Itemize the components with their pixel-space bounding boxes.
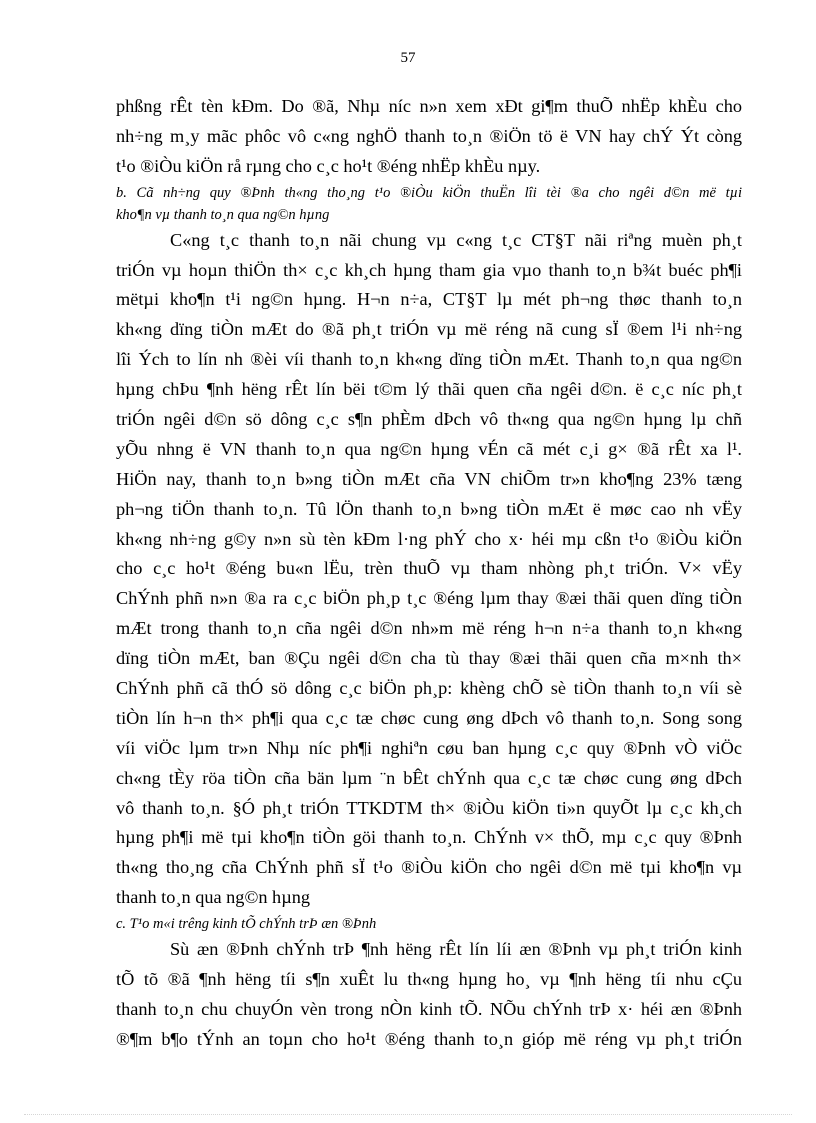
text-line: ®¶m b¶o tÝnh an toµn cho ho¹t ®éng thanh to¸n gióp më réng vµ ph¸t triÓn	[116, 1028, 742, 1049]
text-line: cho c¸c ho¹t ®éng bu«n lËu, trèn thuÕ vµ tham nhòng ph¸t triÓn. V× vËy	[116, 558, 742, 579]
section-heading-c	[116, 913, 742, 935]
text-line: tÕ tõ ®ã ¶nh hëng tíi s¶n xuÊt lu th«ng hµng ho¸ vµ ¶nh hëng tíi nhu cÇu	[116, 969, 742, 990]
text-line: phßng rÊt tèn kÐm. Do ®ã, Nhµ níc n»n xem xÐt gi¶m thuÕ nhËp khÈu cho	[116, 96, 742, 116]
heading-line: c. T¹o m«i trêng kinh tÕ chÝnh trÞ æn ®Þnh	[116, 916, 377, 933]
text-line: vô thanh to¸n. §Ó ph¸t triÓn TTKDTM th× ®iÒu kiÖn ti»n quyÕt lµ c¸c kh¸ch	[116, 797, 742, 818]
text-line: thanh to¸n chu chuyÓn vèn trong nÒn kinh tÕ. NÕu chÝnh trÞ x· héi æn ®Þnh	[116, 998, 742, 1019]
text-line: nh÷ng m¸y mãc phôc vô c«ng nghÖ thanh to¸n ®iÖn tö ë VN hay chÝ Ýt còng	[116, 125, 742, 146]
footer-divider	[24, 1114, 792, 1115]
text-line: mÆt trong thanh to¸n cña ngêi d©n nh»m më réng h¬n n÷a thanh to¸n kh«ng	[116, 618, 742, 639]
text-line: dïng tiÒn mÆt, ban ®Çu ngêi d©n cha tù thay ®æi thãi quen cña m×nh th×	[116, 648, 742, 669]
text-line: Sù æn ®Þnh chÝnh trÞ ¶nh hëng rÊt lín líi æn ®Þnh vµ ph¸t triÓn kinh	[170, 939, 742, 960]
text-line: ch«ng tÈy röa tiÒn cña bän lµm ¨n bÊt chÝnh qua c¸c tæ chøc cung øng dÞch	[116, 767, 742, 788]
text-line: triÓn ngêi d©n sö dông c¸c s¶n phÈm dÞch vô th«ng qua ng©n hµng lµ chñ	[116, 409, 742, 430]
text-line: kh«ng nh÷ng g©y n»n sù tèn kÐm l·ng phÝ cho x· héi mµ cßn t¹o ®iÒu kiÖn	[116, 528, 742, 549]
paragraph-3	[116, 935, 742, 1055]
text-line: hµng chÞu ¶nh hëng rÊt lín bëi t©m lý thãi quen cña ngêi d©n. ë c¸c níc ph¸t	[116, 379, 742, 400]
paragraph-2	[116, 226, 742, 913]
paragraph-1	[116, 92, 742, 182]
text-line: ph¬ng tiÖn thanh to¸n. Tû lÖn thanh to¸n b»ng tiÒn mÆt ë møc cao nh vËy	[116, 498, 742, 519]
heading-line: kho¶n vµ thanh to¸n qua ng©n hµng	[116, 206, 330, 223]
page-number: 57	[400, 50, 416, 66]
text-line: víi viÖc lµm tr»n Nhµ níc ph¶i nghiªn cøu ban hµng c¸c quy ®Þnh vÒ viÖc	[116, 737, 742, 758]
text-line: tiÒn lín h¬n th× ph¶i qua c¸c tæ chøc cung øng dÞch vô thanh to¸n. Song song	[116, 707, 742, 728]
body-text	[116, 92, 742, 1055]
section-heading-b	[116, 182, 742, 226]
text-line: ChÝnh phñ n»n ®a ra c¸c biÖn ph¸p t¸c ®éng lµm thay ®æi thãi quen dïng tiÒn	[116, 588, 742, 609]
text-line: lîi Ých to lín nh ®èi víi thanh to¸n kh«ng dïng tiÒn mÆt. Thanh to¸n qua ng©n	[116, 349, 742, 370]
text-line: th«ng tho¸ng cña ChÝnh phñ sÏ t¹o ®iÒu kiÖn cho ngêi d©n më tµi kho¶n vµ	[116, 857, 742, 878]
text-line: HiÖn nay, thanh to¸n b»ng tiÒn mÆt cña VN chiÕm tr»n kho¶ng 23% tæng	[116, 468, 742, 489]
heading-line: b. Cã nh÷ng quy ®Þnh th«ng tho¸ng t¹o ®iÒu kiÖn thuËn lîi tèi ®a cho ngêi d©n më tµi	[116, 184, 742, 201]
text-line: triÓn vµ hoµn thiÖn th× c¸c kh¸ch hµng tham gia vµo thanh to¸n b¾t buéc ph¶i	[116, 259, 742, 280]
text-line: t¹o ®iÒu kiÖn rå rµng cho c¸c ho¹t ®éng nhËp khÈu nµy.	[116, 155, 541, 176]
text-line: yÕu nhng ë VN thanh to¸n qua ng©n hµng vÉn cã mét c¸i g× ®ã rÊt xa l¹.	[116, 438, 742, 459]
text-line: thanh to¸n qua ng©n hµng	[116, 887, 311, 908]
text-line: hµng ph¶i më tµi kho¶n tiÒn göi thanh to¸n. ChÝnh v× thÕ, mµ c¸c quy ®Þnh	[116, 827, 742, 848]
text-line: ChÝnh phñ cã thÓ sö dông c¸c biÖn ph¸p: khèng chÕ sè tiÒn thanh to¸n víi sè	[116, 678, 742, 699]
text-line: kh«ng dïng tiÒn mÆt do ®ã ph¸t triÓn vµ më réng nã cung sÏ ®em l¹i nh÷ng	[116, 319, 742, 340]
text-line: mëtµi kho¶n t¹i ng©n hµng. H¬n n÷a, CT§T lµ mét ph¬ng thøc thanh to¸n	[116, 289, 742, 310]
text-line: C«ng t¸c thanh to¸n nãi chung vµ c«ng t¸c CT§T nãi riªng muèn ph¸t	[170, 229, 742, 250]
